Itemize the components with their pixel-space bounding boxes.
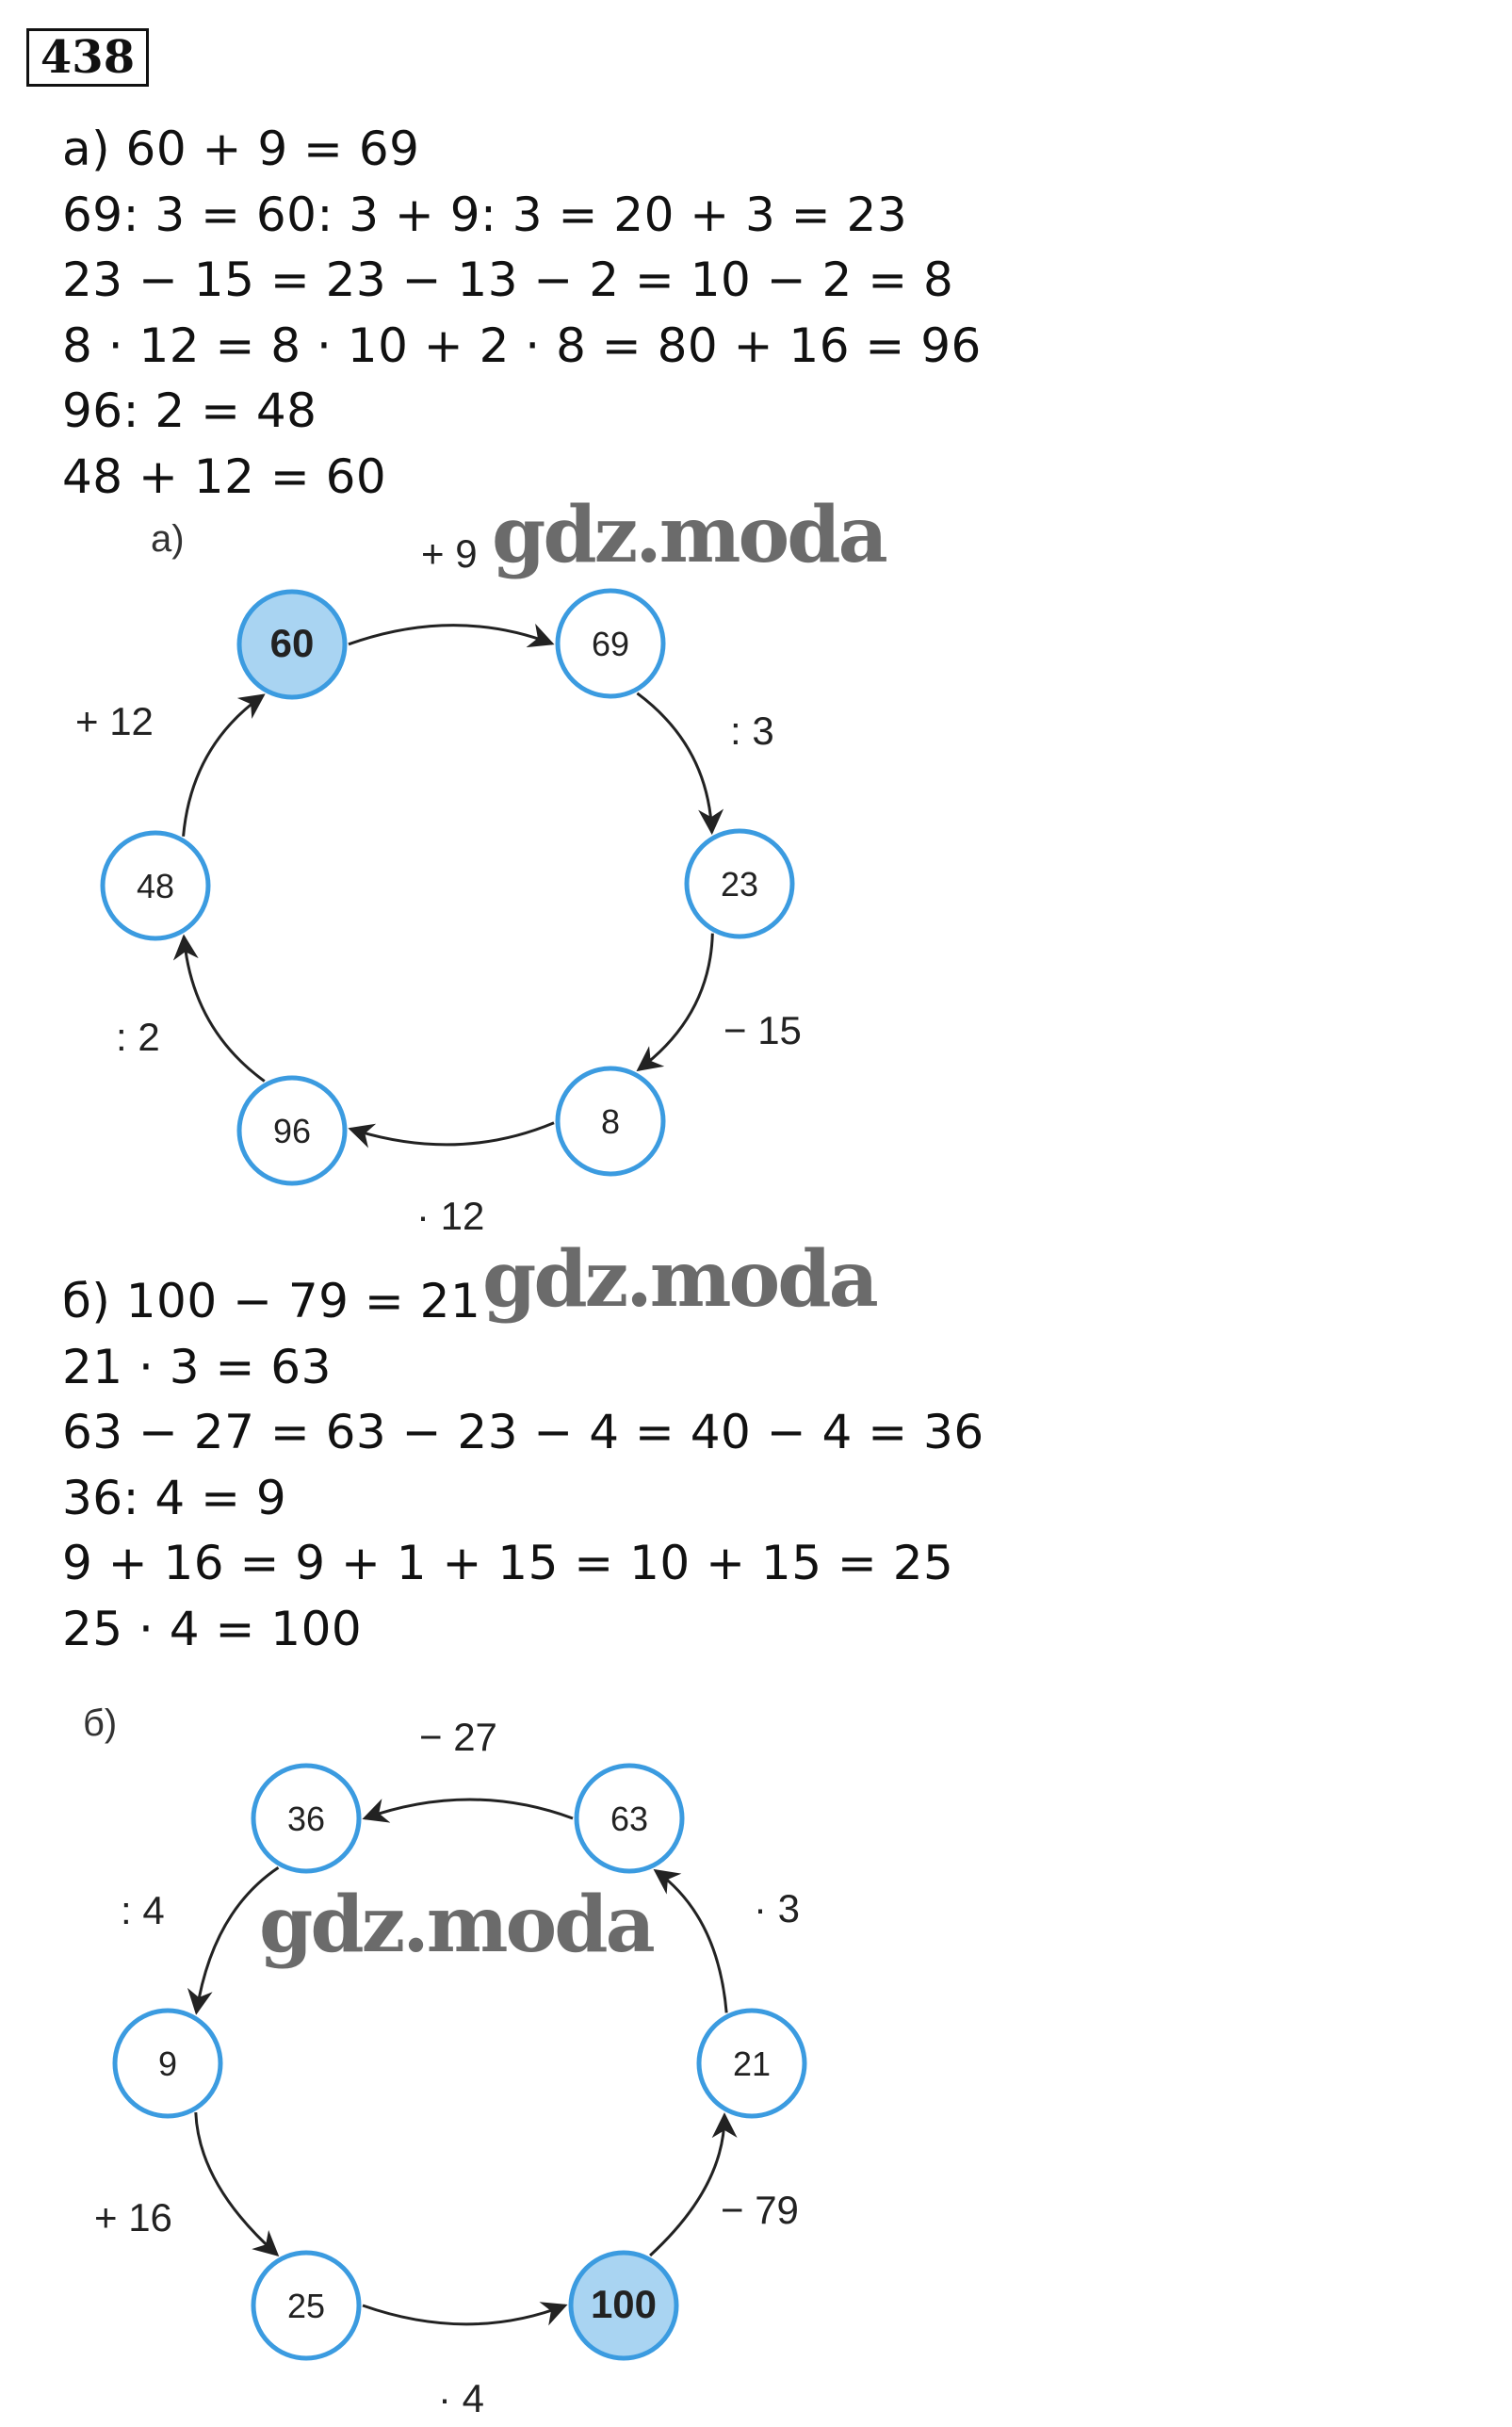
solution-line: 8 · 12 = 8 · 10 + 2 · 8 = 80 + 16 = 96	[62, 318, 982, 373]
cycle-arrow	[363, 2305, 565, 2324]
cycle-arrow	[365, 1800, 573, 1818]
operation-label: · 4	[438, 2376, 485, 2420]
cycle-node	[558, 1068, 663, 1174]
watermark: gdz.moda	[492, 490, 886, 580]
cycle-node	[103, 833, 208, 938]
solution-line: 36: 4 = 9	[62, 1470, 287, 1525]
cycle-arrow	[184, 695, 264, 837]
diagram-label: а)	[151, 518, 185, 560]
solution-line: 48 + 12 = 60	[62, 448, 387, 504]
node-value: 8	[600, 1102, 621, 1141]
cycle-node	[239, 592, 345, 697]
operation-label: : 3	[730, 709, 774, 753]
cycle-node	[239, 1078, 345, 1183]
operation-label: − 27	[419, 1715, 497, 1759]
solution-lines-a	[62, 117, 982, 510]
solution-lines-b	[62, 1269, 984, 1662]
cycle-node	[558, 591, 663, 696]
cycle-node	[571, 2253, 676, 2358]
node-value: 96	[272, 1112, 312, 1150]
operation-label: + 12	[75, 699, 154, 743]
solution-line: б) 100 − 79 = 21	[62, 1274, 481, 1328]
watermark: gdz.moda	[259, 1880, 653, 1970]
task-number: 438	[26, 28, 149, 87]
solution-line: 96: 2 = 48	[62, 383, 317, 438]
node-value: 23	[720, 865, 759, 904]
cycle-arrow	[639, 934, 713, 1070]
solution-line: 9 + 16 = 9 + 1 + 15 = 10 + 15 = 25	[62, 1536, 954, 1590]
operation-label: − 79	[721, 2188, 799, 2232]
node-value: 48	[136, 867, 175, 905]
cycle-arrow	[196, 2112, 277, 2255]
operation-label: + 16	[94, 2195, 172, 2240]
operation-label: : 4	[121, 1888, 165, 1932]
cycle-node	[687, 831, 792, 937]
operation-label: : 2	[116, 1015, 160, 1059]
solution-line: 69: 3 = 60: 3 + 9: 3 = 20 + 3 = 23	[62, 187, 908, 242]
solution-line: 63 − 27 = 63 − 23 − 4 = 40 − 4 = 36	[62, 1405, 984, 1459]
cycle-arrow	[656, 1870, 726, 2012]
operation-label: · 3	[754, 1886, 801, 1930]
operation-label: − 15	[723, 1008, 802, 1052]
diagram-label: б)	[83, 1702, 118, 1744]
cycle-arrow	[349, 626, 552, 644]
cycle-node	[115, 2011, 220, 2116]
watermark: gdz.moda	[482, 1234, 876, 1325]
solution-line: 25 · 4 = 100	[62, 1601, 363, 1656]
solution-line: 21 · 3 = 63	[62, 1339, 332, 1394]
operation-label: · 12	[416, 1194, 485, 1238]
node-value: 36	[286, 1800, 326, 1838]
cycle-diagram-b	[0, 1677, 1512, 2427]
cycle-node	[253, 2253, 359, 2358]
cycle-arrow	[650, 2115, 724, 2256]
operation-label: + 9	[421, 531, 478, 576]
node-value: 60	[269, 621, 315, 665]
cycle-node	[253, 1766, 359, 1871]
node-value: 63	[610, 1800, 649, 1838]
node-value: 21	[732, 2044, 772, 2083]
cycle-arrow	[637, 693, 711, 833]
cycle-arrow	[184, 937, 265, 1081]
solution-line: а) 60 + 9 = 69	[62, 122, 420, 176]
cycle-node	[577, 1766, 682, 1871]
cycle-diagram-a	[0, 509, 1512, 1244]
cycle-node	[699, 2011, 805, 2116]
node-value: 9	[157, 2044, 178, 2083]
cycle-arrow	[350, 1123, 554, 1145]
solution-line: 23 − 15 = 23 − 13 − 2 = 10 − 2 = 8	[62, 252, 954, 307]
node-value: 100	[590, 2282, 658, 2326]
node-value: 25	[286, 2287, 326, 2325]
node-value: 69	[591, 625, 630, 663]
